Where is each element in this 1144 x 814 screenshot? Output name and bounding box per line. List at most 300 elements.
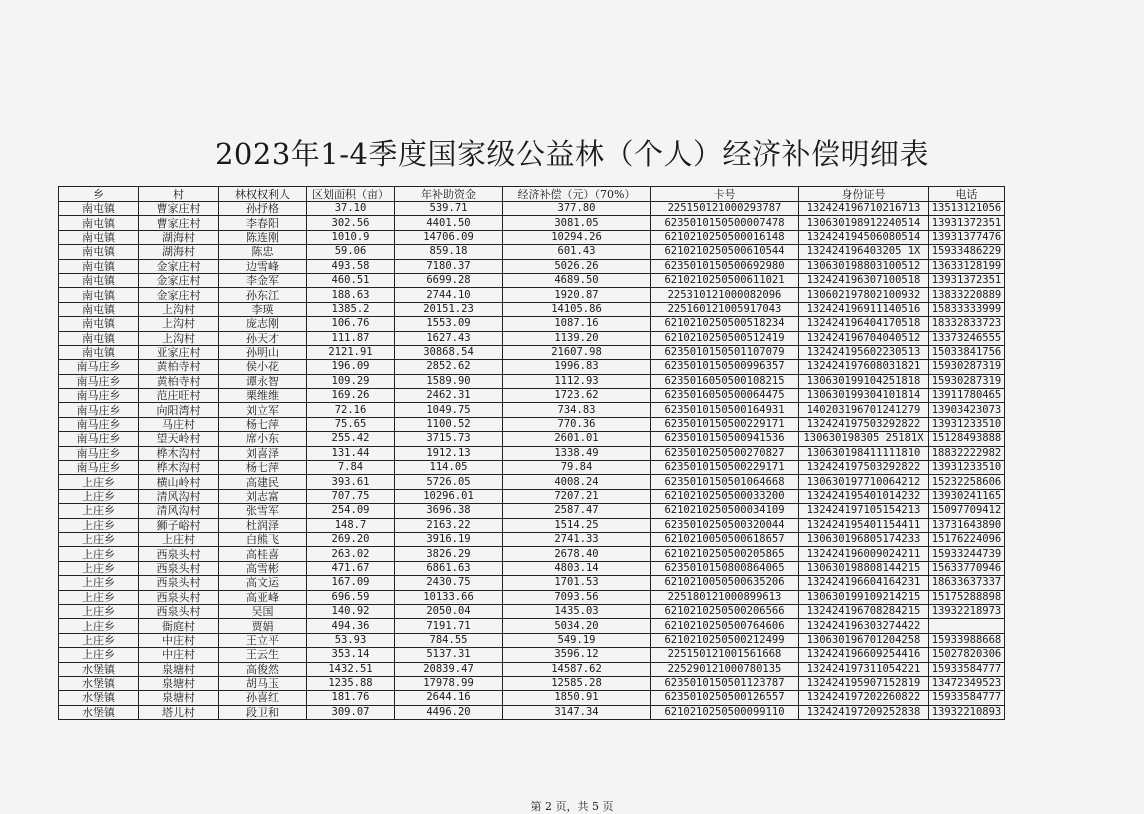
cell-township: 南马庄乡 (59, 417, 139, 431)
cell-township: 上庄乡 (59, 576, 139, 590)
cell-annual-subsidy: 5137.31 (395, 648, 503, 662)
cell-area: 2121.91 (307, 345, 395, 359)
cell-annual-subsidy: 1589.90 (395, 374, 503, 388)
cell-phone: 15097709412 (929, 504, 1005, 518)
table-row (59, 489, 1005, 503)
cell-compensation: 5026.26 (503, 259, 651, 273)
cell-compensation: 14105.86 (503, 302, 651, 316)
cell-owner: 李瑛 (219, 302, 307, 316)
table-row (59, 389, 1005, 403)
cell-card-number: 6235016050500064475 (651, 389, 799, 403)
cell-annual-subsidy: 1100.52 (395, 417, 503, 431)
cell-phone (929, 619, 1005, 633)
cell-card-number: 225310121000082096 (651, 288, 799, 302)
cell-card-number: 6210210250500099110 (651, 705, 799, 719)
cell-id-number: 132424195401154411 (799, 518, 929, 532)
cell-area: 131.44 (307, 446, 395, 460)
cell-area: 72.16 (307, 403, 395, 417)
cell-township: 上庄乡 (59, 604, 139, 618)
cell-id-number: 140203196701241279 (799, 403, 929, 417)
cell-card-number: 6235010150500941536 (651, 432, 799, 446)
cell-id-number: 130630199304101814 (799, 389, 929, 403)
cell-owner: 边雪峰 (219, 259, 307, 273)
cell-owner: 杨七萍 (219, 417, 307, 431)
cell-phone: 13931233510 (929, 417, 1005, 431)
cell-township: 南屯镇 (59, 216, 139, 230)
cell-id-number: 130630196805174233 (799, 532, 929, 546)
cell-compensation: 12585.28 (503, 676, 651, 690)
table-row (59, 648, 1005, 662)
cell-area: 393.61 (307, 475, 395, 489)
cell-area: 7.84 (307, 461, 395, 475)
cell-annual-subsidy: 6699.28 (395, 273, 503, 287)
cell-phone: 15033841756 (929, 345, 1005, 359)
cell-area: 707.75 (307, 489, 395, 503)
cell-village: 清风沟村 (139, 504, 219, 518)
cell-area: 1010.9 (307, 230, 395, 244)
cell-annual-subsidy: 3916.19 (395, 532, 503, 546)
cell-compensation: 10294.26 (503, 230, 651, 244)
cell-area: 167.09 (307, 576, 395, 590)
cell-card-number: 225180121000899613 (651, 590, 799, 604)
cell-compensation: 1338.49 (503, 446, 651, 460)
cell-compensation: 1139.20 (503, 331, 651, 345)
cell-township: 上庄乡 (59, 518, 139, 532)
table-row (59, 345, 1005, 359)
cell-township: 水堡镇 (59, 662, 139, 676)
header-village: 村 (139, 187, 219, 202)
header-compensation: 经济补偿（元）（70%） (503, 187, 651, 202)
header-phone: 电话 (929, 187, 1005, 202)
cell-area: 188.63 (307, 288, 395, 302)
cell-phone: 15930287319 (929, 374, 1005, 388)
table-row (59, 302, 1005, 316)
cell-card-number: 225150121001561668 (651, 648, 799, 662)
table-row (59, 446, 1005, 460)
cell-compensation: 2678.40 (503, 547, 651, 561)
cell-phone: 13931372351 (929, 216, 1005, 230)
cell-area: 696.59 (307, 590, 395, 604)
cell-area: 75.65 (307, 417, 395, 431)
cell-id-number: 132424196303274422 (799, 619, 929, 633)
cell-compensation: 79.84 (503, 461, 651, 475)
cell-compensation: 1435.03 (503, 604, 651, 618)
cell-id-number: 130630199104251818 (799, 374, 929, 388)
cell-annual-subsidy: 1912.13 (395, 446, 503, 460)
cell-annual-subsidy: 30868.54 (395, 345, 503, 359)
cell-phone: 13513121056 (929, 202, 1005, 216)
cell-township: 上庄乡 (59, 504, 139, 518)
cell-phone: 13903423073 (929, 403, 1005, 417)
cell-compensation: 3081.05 (503, 216, 651, 230)
compensation-table (58, 186, 1005, 720)
table-row (59, 662, 1005, 676)
cell-village: 范庄旺村 (139, 389, 219, 403)
cell-owner: 段卫和 (219, 705, 307, 719)
cell-owner: 吴国 (219, 604, 307, 618)
cell-id-number: 132424197503292822 (799, 461, 929, 475)
cell-phone: 15027820306 (929, 648, 1005, 662)
cell-village: 塔儿村 (139, 705, 219, 719)
cell-id-number: 130630196701204258 (799, 633, 929, 647)
cell-id-number: 130630198912240514 (799, 216, 929, 230)
cell-compensation: 1723.62 (503, 389, 651, 403)
cell-compensation: 1087.16 (503, 317, 651, 331)
cell-id-number: 132424196404170518 (799, 317, 929, 331)
cell-area: 169.26 (307, 389, 395, 403)
cell-compensation: 2741.33 (503, 532, 651, 546)
cell-annual-subsidy: 114.05 (395, 461, 503, 475)
table-row (59, 245, 1005, 259)
cell-area: 1432.51 (307, 662, 395, 676)
table-row (59, 532, 1005, 546)
cell-annual-subsidy: 2744.10 (395, 288, 503, 302)
cell-annual-subsidy: 539.71 (395, 202, 503, 216)
cell-card-number: 6235010150500692980 (651, 259, 799, 273)
cell-card-number: 6210210250500518234 (651, 317, 799, 331)
cell-owner: 刘喜泽 (219, 446, 307, 460)
cell-phone: 13833220889 (929, 288, 1005, 302)
cell-owner: 高文运 (219, 576, 307, 590)
cell-village: 金家庄村 (139, 259, 219, 273)
cell-owner: 陈连刚 (219, 230, 307, 244)
cell-id-number: 130630197710064212 (799, 475, 929, 489)
table-row (59, 504, 1005, 518)
cell-compensation: 4689.50 (503, 273, 651, 287)
cell-id-number: 132424196009024211 (799, 547, 929, 561)
cell-annual-subsidy: 20839.47 (395, 662, 503, 676)
cell-owner: 陈忠 (219, 245, 307, 259)
cell-village: 中庄村 (139, 633, 219, 647)
cell-township: 水堡镇 (59, 676, 139, 690)
cell-village: 向阳湾村 (139, 403, 219, 417)
cell-compensation: 549.19 (503, 633, 651, 647)
cell-owner: 贾娟 (219, 619, 307, 633)
header-card-number: 卡号 (651, 187, 799, 202)
cell-card-number: 6210210250500512419 (651, 331, 799, 345)
cell-township: 上庄乡 (59, 619, 139, 633)
cell-village: 清风沟村 (139, 489, 219, 503)
cell-township: 上庄乡 (59, 561, 139, 575)
cell-id-number: 132424194506080514 (799, 230, 929, 244)
table-row (59, 230, 1005, 244)
cell-card-number: 6235010150500229171 (651, 417, 799, 431)
cell-phone: 15175288898 (929, 590, 1005, 604)
cell-township: 南马庄乡 (59, 389, 139, 403)
cell-owner: 高俊然 (219, 662, 307, 676)
cell-card-number: 6235010150500164931 (651, 403, 799, 417)
cell-id-number: 130630198803100512 (799, 259, 929, 273)
cell-owner: 孙天才 (219, 331, 307, 345)
cell-owner: 杨七萍 (219, 461, 307, 475)
cell-id-number: 132424196704040512 (799, 331, 929, 345)
cell-id-number: 132424197503292822 (799, 417, 929, 431)
cell-card-number: 6235010150500229171 (651, 461, 799, 475)
cell-area: 1235.88 (307, 676, 395, 690)
cell-township: 南屯镇 (59, 259, 139, 273)
table-row (59, 331, 1005, 345)
cell-village: 西泉头村 (139, 576, 219, 590)
cell-township: 南屯镇 (59, 245, 139, 259)
cell-compensation: 2601.01 (503, 432, 651, 446)
table-row (59, 374, 1005, 388)
cell-id-number: 132424197202260822 (799, 691, 929, 705)
cell-area: 353.14 (307, 648, 395, 662)
cell-annual-subsidy: 2430.75 (395, 576, 503, 590)
cell-annual-subsidy: 7180.37 (395, 259, 503, 273)
cell-village: 桦木沟村 (139, 461, 219, 475)
cell-village: 上沟村 (139, 331, 219, 345)
cell-phone: 13731643890 (929, 518, 1005, 532)
cell-owner: 孙明山 (219, 345, 307, 359)
cell-owner: 张雪军 (219, 504, 307, 518)
cell-card-number: 6235010250500270827 (651, 446, 799, 460)
cell-annual-subsidy: 4401.50 (395, 216, 503, 230)
table-row (59, 691, 1005, 705)
cell-id-number: 132424197608031821 (799, 360, 929, 374)
cell-owner: 王立平 (219, 633, 307, 647)
cell-owner: 白熊飞 (219, 532, 307, 546)
cell-phone: 18832222982 (929, 446, 1005, 460)
cell-phone: 15128493888 (929, 432, 1005, 446)
cell-area: 140.92 (307, 604, 395, 618)
cell-village: 横山岭村 (139, 475, 219, 489)
cell-annual-subsidy: 7191.71 (395, 619, 503, 633)
cell-compensation: 1701.53 (503, 576, 651, 590)
cell-phone: 15933486229 (929, 245, 1005, 259)
cell-township: 南屯镇 (59, 302, 139, 316)
table-row (59, 403, 1005, 417)
cell-phone: 13931372351 (929, 273, 1005, 287)
cell-phone: 15933584777 (929, 662, 1005, 676)
cell-area: 53.93 (307, 633, 395, 647)
cell-area: 263.02 (307, 547, 395, 561)
cell-id-number: 132424197209252838 (799, 705, 929, 719)
cell-area: 494.36 (307, 619, 395, 633)
cell-card-number: 225150121000293787 (651, 202, 799, 216)
cell-township: 南屯镇 (59, 230, 139, 244)
cell-area: 37.10 (307, 202, 395, 216)
cell-village: 泉塘村 (139, 676, 219, 690)
cell-id-number: 132424196708284215 (799, 604, 929, 618)
cell-area: 109.29 (307, 374, 395, 388)
cell-village: 狮子峪村 (139, 518, 219, 532)
cell-village: 桦木沟村 (139, 446, 219, 460)
cell-phone: 15633770946 (929, 561, 1005, 575)
cell-compensation: 601.43 (503, 245, 651, 259)
table-row (59, 590, 1005, 604)
cell-card-number: 6235010250500126557 (651, 691, 799, 705)
cell-village: 泉塘村 (139, 662, 219, 676)
cell-compensation: 734.83 (503, 403, 651, 417)
cell-compensation: 4803.14 (503, 561, 651, 575)
cell-compensation: 377.80 (503, 202, 651, 216)
table-row (59, 604, 1005, 618)
cell-compensation: 7093.56 (503, 590, 651, 604)
cell-owner: 栗维维 (219, 389, 307, 403)
cell-annual-subsidy: 10296.01 (395, 489, 503, 503)
cell-compensation: 14587.62 (503, 662, 651, 676)
table-row (59, 417, 1005, 431)
cell-phone: 13373246555 (929, 331, 1005, 345)
cell-annual-subsidy: 2462.31 (395, 389, 503, 403)
header-annual-subsidy: 年补助资金 (395, 187, 503, 202)
cell-phone: 13633128199 (929, 259, 1005, 273)
cell-area: 254.09 (307, 504, 395, 518)
cell-township: 上庄乡 (59, 633, 139, 647)
cell-phone: 15176224096 (929, 532, 1005, 546)
cell-phone: 15933244739 (929, 547, 1005, 561)
cell-village: 马庄村 (139, 417, 219, 431)
cell-owner: 李金军 (219, 273, 307, 287)
cell-annual-subsidy: 2644.16 (395, 691, 503, 705)
cell-card-number: 6210210250500016148 (651, 230, 799, 244)
cell-village: 曹家庄村 (139, 216, 219, 230)
cell-area: 148.7 (307, 518, 395, 532)
header-township: 乡 (59, 187, 139, 202)
cell-compensation: 1514.25 (503, 518, 651, 532)
cell-village: 上沟村 (139, 317, 219, 331)
cell-township: 水堡镇 (59, 705, 139, 719)
cell-area: 309.07 (307, 705, 395, 719)
table-row (59, 360, 1005, 374)
cell-area: 59.06 (307, 245, 395, 259)
table-row (59, 518, 1005, 532)
cell-village: 泉塘村 (139, 691, 219, 705)
cell-village: 金家庄村 (139, 288, 219, 302)
cell-village: 湖海村 (139, 230, 219, 244)
cell-phone: 13932210893 (929, 705, 1005, 719)
cell-annual-subsidy: 784.55 (395, 633, 503, 647)
cell-township: 水堡镇 (59, 691, 139, 705)
cell-id-number: 132424197105154213 (799, 504, 929, 518)
cell-card-number: 6210210250500212499 (651, 633, 799, 647)
cell-phone: 15933584777 (929, 691, 1005, 705)
cell-township: 上庄乡 (59, 648, 139, 662)
cell-township: 上庄乡 (59, 489, 139, 503)
cell-owner: 李春阳 (219, 216, 307, 230)
cell-township: 上庄乡 (59, 590, 139, 604)
cell-village: 金家庄村 (139, 273, 219, 287)
cell-phone: 18633637337 (929, 576, 1005, 590)
cell-owner: 侯小花 (219, 360, 307, 374)
cell-compensation: 3147.34 (503, 705, 651, 719)
cell-compensation: 1112.93 (503, 374, 651, 388)
cell-annual-subsidy: 3696.38 (395, 504, 503, 518)
cell-township: 南屯镇 (59, 331, 139, 345)
cell-village: 中庄村 (139, 648, 219, 662)
cell-owner: 孙喜红 (219, 691, 307, 705)
cell-card-number: 6235010150501107079 (651, 345, 799, 359)
cell-annual-subsidy: 2852.62 (395, 360, 503, 374)
cell-area: 471.67 (307, 561, 395, 575)
cell-card-number: 6210210250500033200 (651, 489, 799, 503)
cell-phone: 15232258606 (929, 475, 1005, 489)
cell-annual-subsidy: 14706.09 (395, 230, 503, 244)
cell-id-number: 130630198305 25181X (799, 432, 929, 446)
cell-annual-subsidy: 17978.99 (395, 676, 503, 690)
cell-owner: 高桂喜 (219, 547, 307, 561)
cell-village: 西泉头村 (139, 547, 219, 561)
cell-phone: 13911780465 (929, 389, 1005, 403)
cell-annual-subsidy: 4496.20 (395, 705, 503, 719)
table-row (59, 676, 1005, 690)
page-title: 2023年1-4季度国家级公益林（个人）经济补偿明细表 (214, 137, 929, 171)
cell-card-number: 6235010150500007478 (651, 216, 799, 230)
cell-compensation: 4008.24 (503, 475, 651, 489)
cell-annual-subsidy: 1627.43 (395, 331, 503, 345)
cell-township: 上庄乡 (59, 547, 139, 561)
table-row (59, 619, 1005, 633)
cell-annual-subsidy: 10133.66 (395, 590, 503, 604)
cell-township: 南马庄乡 (59, 446, 139, 460)
cell-village: 亚家庄村 (139, 345, 219, 359)
cell-id-number: 130630199109214215 (799, 590, 929, 604)
table-row (59, 317, 1005, 331)
cell-compensation: 2587.47 (503, 504, 651, 518)
cell-village: 西泉头村 (139, 604, 219, 618)
cell-owner: 高建民 (219, 475, 307, 489)
cell-area: 111.87 (307, 331, 395, 345)
cell-area: 460.51 (307, 273, 395, 287)
cell-township: 上庄乡 (59, 475, 139, 489)
cell-id-number: 132424196609254416 (799, 648, 929, 662)
cell-township: 南屯镇 (59, 317, 139, 331)
cell-village: 望天岭村 (139, 432, 219, 446)
cell-township: 南马庄乡 (59, 360, 139, 374)
cell-township: 南屯镇 (59, 345, 139, 359)
cell-card-number: 6210210050500635206 (651, 576, 799, 590)
page-footer: 第 2 页，共 5 页 (530, 800, 614, 813)
cell-id-number: 130630198808144215 (799, 561, 929, 575)
cell-area: 196.09 (307, 360, 395, 374)
table-header-row (59, 187, 1005, 202)
cell-owner: 孙东江 (219, 288, 307, 302)
table-row (59, 633, 1005, 647)
cell-compensation: 1996.83 (503, 360, 651, 374)
cell-township: 南屯镇 (59, 288, 139, 302)
cell-area: 302.56 (307, 216, 395, 230)
table-row (59, 475, 1005, 489)
cell-village: 衙庭村 (139, 619, 219, 633)
cell-card-number: 6210210250500610544 (651, 245, 799, 259)
cell-owner: 高雪彬 (219, 561, 307, 575)
table-row (59, 259, 1005, 273)
cell-phone: 13472349523 (929, 676, 1005, 690)
cell-card-number: 6210210250500034109 (651, 504, 799, 518)
cell-village: 西泉头村 (139, 590, 219, 604)
cell-owner: 庞志刚 (219, 317, 307, 331)
cell-card-number: 6235010150501064668 (651, 475, 799, 489)
cell-area: 181.76 (307, 691, 395, 705)
table-row (59, 461, 1005, 475)
cell-compensation: 5034.20 (503, 619, 651, 633)
cell-township: 南马庄乡 (59, 432, 139, 446)
cell-village: 黄柏寺村 (139, 374, 219, 388)
cell-annual-subsidy: 1049.75 (395, 403, 503, 417)
cell-id-number: 132424197311054221 (799, 662, 929, 676)
table-row (59, 216, 1005, 230)
header-area: 区划面积（亩） (307, 187, 395, 202)
cell-area: 493.58 (307, 259, 395, 273)
cell-card-number: 6235010250500320044 (651, 518, 799, 532)
cell-area: 269.20 (307, 532, 395, 546)
cell-village: 湖海村 (139, 245, 219, 259)
cell-card-number: 6210210050500618657 (651, 532, 799, 546)
cell-compensation: 1850.91 (503, 691, 651, 705)
cell-owner: 席小东 (219, 432, 307, 446)
cell-township: 南屯镇 (59, 202, 139, 216)
